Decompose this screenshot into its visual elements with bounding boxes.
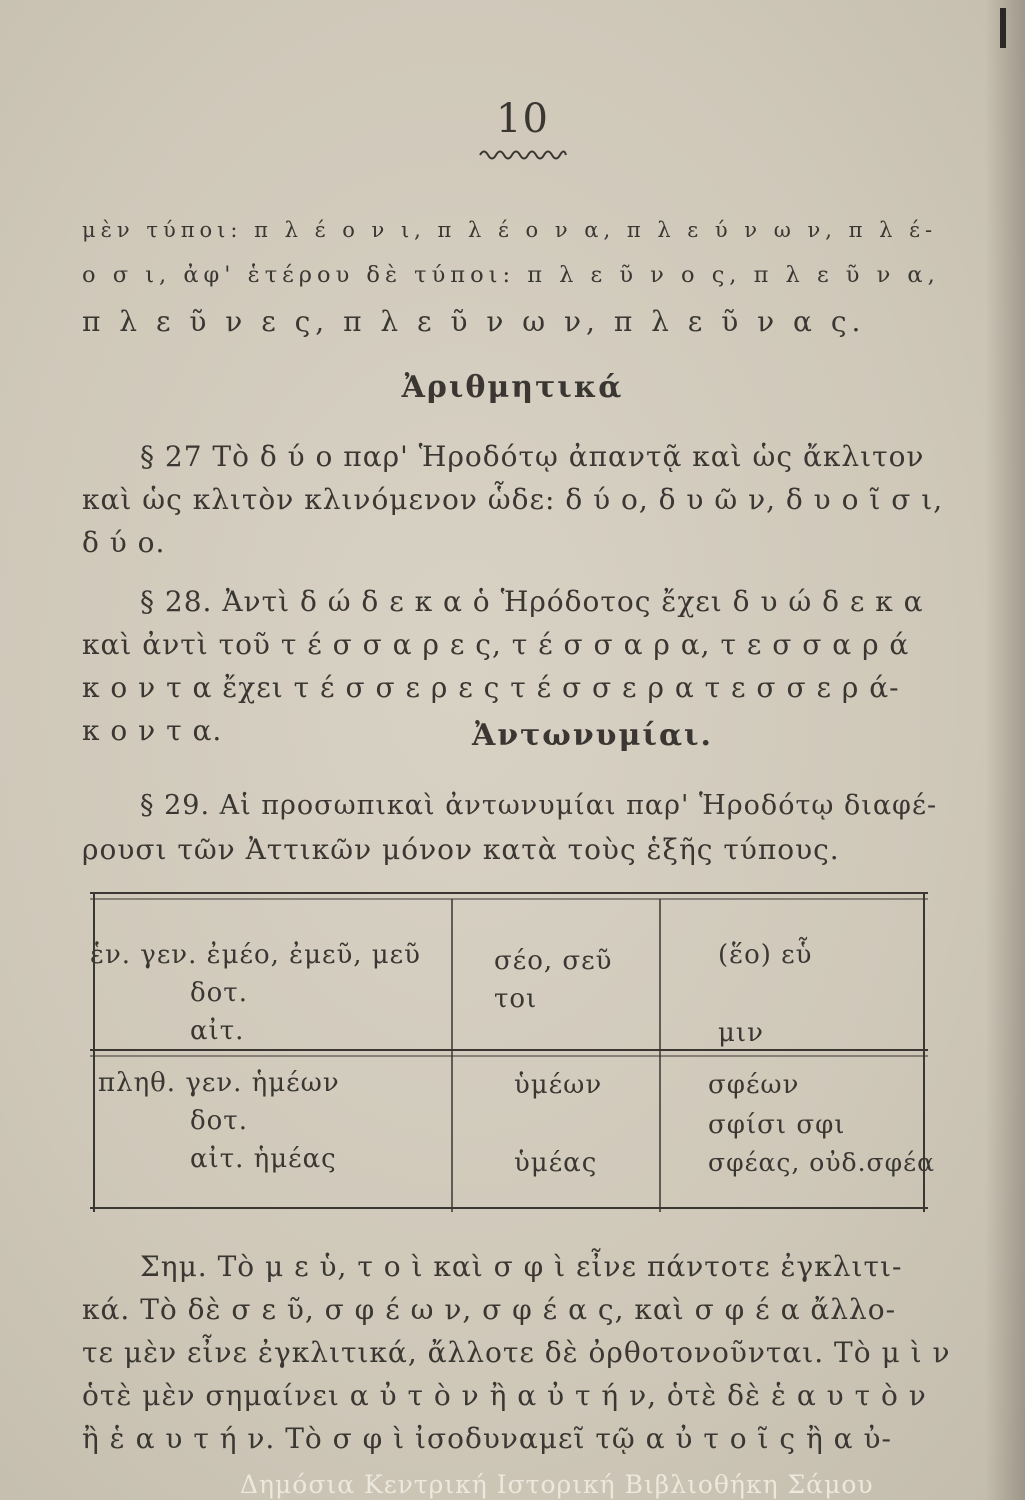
text-line: κ ο ν τ α ἔχει τ έ σ σ ε ρ ε ς τ έ σ σ ε ρ α τ ε σ σ ε ρ ά- bbox=[82, 671, 900, 704]
table-cell: ὑμέας bbox=[514, 1148, 598, 1178]
table-cell: σφέας, οὐδ.σφέα bbox=[708, 1148, 935, 1177]
text-line: ὁτὲ μὲν σημαίνει α ὐ τ ὸ ν ἢ α ὐ τ ή ν, ὁτὲ δὲ ἑ α υ τ ὸ ν bbox=[82, 1379, 927, 1412]
text-line: ο σ ι, ἀφ' ἑτέρου δὲ τύποι: π λ ε ῦ ν ο ς, π λ ε ῦ ν α, bbox=[82, 262, 940, 288]
text-line: § 28. Ἀντὶ δ ώ δ ε κ α ὁ Ἡρόδοτος ἔχει δ υ ώ δ ε κ α bbox=[140, 585, 924, 618]
table-cell: (ἕο) εὗ bbox=[718, 940, 813, 970]
table-cell: ὑμέων bbox=[514, 1070, 603, 1100]
text-line: κ ο ν τ α. bbox=[82, 714, 223, 747]
text-line: π λ ε ῦ ν ε ς, π λ ε ῦ ν ω ν, π λ ε ῦ ν α ς. bbox=[82, 305, 866, 338]
section-heading-arithmetika: Ἀριθμητικά bbox=[401, 370, 624, 405]
table-cell: δοτ. bbox=[190, 978, 248, 1008]
page-number: 10 bbox=[496, 96, 549, 142]
table-cell: σέο, σεῦ bbox=[494, 946, 613, 976]
text-line: καὶ ὡς κλιτὸν κλινόμενον ὧδε: δ ύ ο, δ υ ῶ ν, δ υ ο ῖ σ ι, bbox=[82, 483, 944, 516]
table-cell: πληθ. γεν. ἡμέων bbox=[98, 1068, 340, 1098]
table-cell: σφίσι σφι bbox=[708, 1110, 846, 1140]
table-cell: μιν bbox=[718, 1018, 764, 1048]
text-line: μὲν τύποι: π λ έ ο ν ι, π λ έ ο ν α, π λ ε ύ ν ω ν, π λ έ- bbox=[82, 218, 938, 242]
text-line: ρουσι τῶν Ἀττικῶν μόνον κατὰ τοὺς ἑξῆς τύπους. bbox=[82, 833, 840, 866]
table-cell: τοι bbox=[494, 984, 538, 1014]
text-line: Σημ. Τὸ μ ε ὑ, τ ο ὶ καὶ σ φ ὶ εἶνε πάντοτε ἐγκλιτι- bbox=[140, 1250, 903, 1283]
pronoun-table bbox=[90, 890, 935, 1212]
wavy-ornament bbox=[478, 146, 568, 160]
text-line: κά. Τὸ δὲ σ ε ῦ, σ φ έ ω ν, σ φ έ α ς, καὶ σ φ έ α ἄλλο- bbox=[82, 1293, 897, 1326]
text-line: καὶ ἀντὶ τοῦ τ έ σ σ α ρ ε ς, τ έ σ σ α ρ α, τ ε σ σ α ρ ά bbox=[82, 628, 910, 661]
section-heading-antonymiai: Ἀντωνυμίαι. bbox=[472, 718, 713, 753]
library-watermark: Δημόσια Κεντρική Ιστορική Βιβλιοθήκη Σάμου bbox=[240, 1470, 874, 1499]
table-cell: σφέων bbox=[708, 1070, 800, 1100]
text-line: § 29. Αἱ προσωπικαὶ ἀντωνυμίαι παρ' Ἡροδότῳ διαφέ- bbox=[140, 790, 938, 821]
binding-mark bbox=[1000, 8, 1006, 48]
table-cell: αἰτ. bbox=[190, 1016, 245, 1046]
table-cell: αἰτ. ἡμέας bbox=[190, 1144, 337, 1174]
text-line: τε μὲν εἶνε ἐγκλιτικά, ἄλλοτε δὲ ὀρθοτονοῦνται. Τὸ μ ὶ ν bbox=[82, 1336, 951, 1369]
table-cell: ἑν. γεν. ἐμέο, ἐμεῦ, μεῦ bbox=[90, 940, 421, 970]
table-cell: δοτ. bbox=[190, 1106, 248, 1136]
text-line: § 27 Τὸ δ ύ ο παρ' Ἡροδότῳ ἀπαντᾷ καὶ ὡς ἄκλιτον bbox=[140, 440, 925, 473]
text-line: ἢ ἑ α υ τ ή ν. Τὸ σ φ ὶ ἰσοδυναμεῖ τῷ α ὐ τ ο ῖ ς ἢ α ὐ- bbox=[82, 1422, 892, 1455]
text-line: δ ύ ο. bbox=[82, 526, 166, 559]
